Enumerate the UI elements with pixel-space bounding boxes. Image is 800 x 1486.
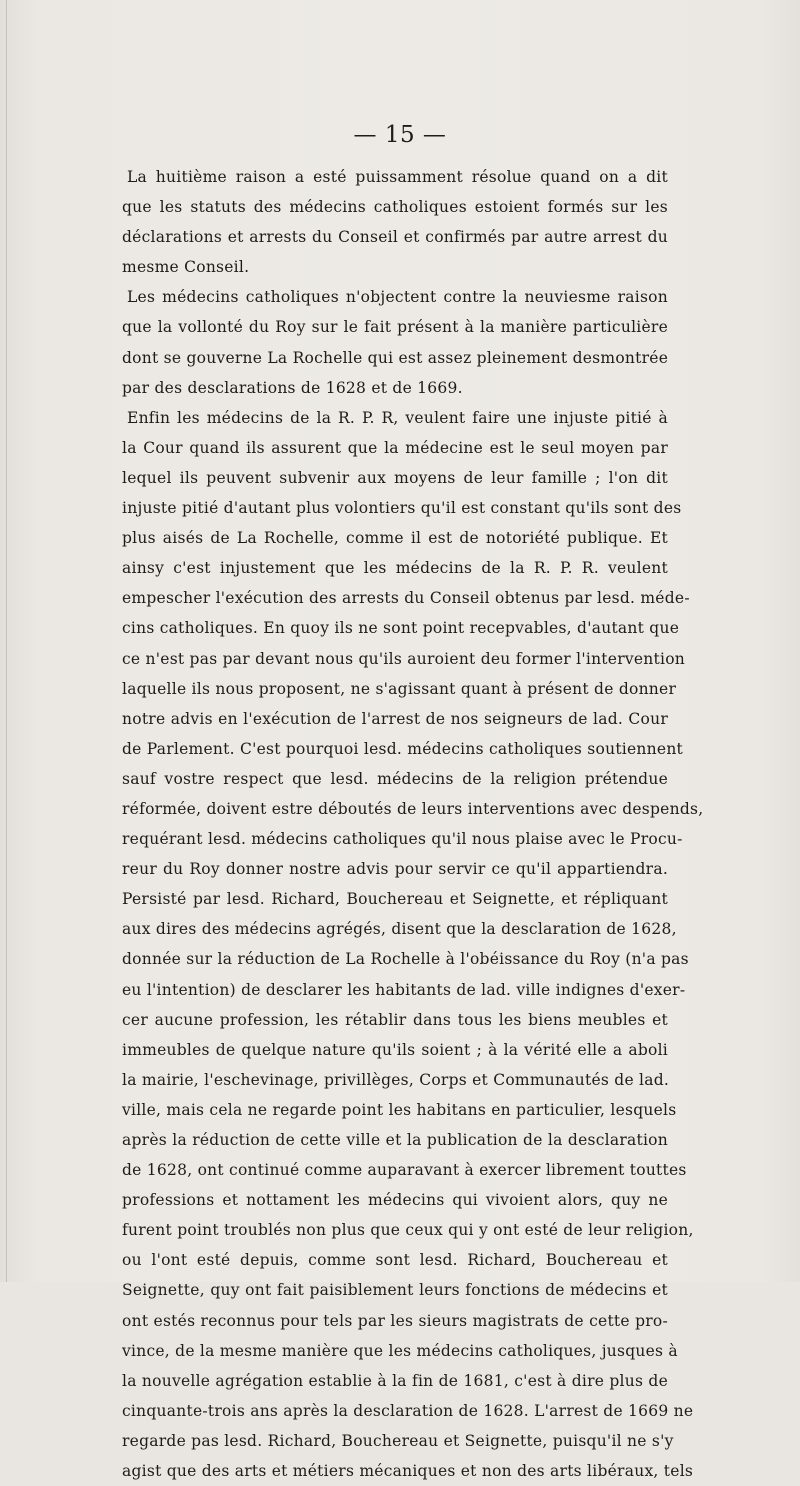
page-edge-shadow	[6, 0, 7, 1282]
text-line: Enfin les médecins de la R. P. R, veulent faire une injuste pitié à	[127, 408, 668, 427]
text-line: Seignette, quy ont fait paisiblement leurs fonctions de médecins et	[122, 1281, 668, 1300]
page-number: — 15 —	[353, 122, 447, 148]
text-line: cinquante-trois ans après la desclaration de 1628. L'arrest de 1669 ne	[122, 1401, 694, 1420]
text-line: agist que des arts et métiers mécaniques et non des arts libéraux, tels	[122, 1462, 694, 1481]
text-line: la mairie, l'eschevinage, privillèges, Corps et Communautés de lad.	[122, 1070, 670, 1089]
text-line: donnée sur la réduction de La Rochelle à l'obéissance du Roy (n'a pas	[122, 950, 689, 969]
body-text	[122, 162, 704, 1486]
text-line: Persisté par lesd. Richard, Bouchereau et Seignette, et répliquant	[122, 890, 668, 909]
text-line: que les statuts des médecins catholiques estoient formés sur les	[122, 198, 668, 217]
text-line: déclarations et arrests du Conseil et confirmés par autre arrest du	[122, 228, 668, 247]
text-line: vince, de la mesme manière que les médecins catholiques, jusques à	[122, 1341, 678, 1360]
text-line: laquelle ils nous proposent, ne s'agissant quant à présent de donner	[122, 679, 677, 698]
text-line: de 1628, ont continué comme auparavant à exercer librement touttes	[122, 1161, 687, 1180]
text-line: ainsy c'est injustement que les médecins de la R. P. R. veulent	[122, 559, 668, 578]
text-line: ont estés reconnus pour tels par les sieurs magistrats de cette pro-	[122, 1311, 668, 1330]
text-line: plus aisés de La Rochelle, comme il est de notoriété publique. Et	[122, 529, 668, 548]
text-line: ou l'ont esté depuis, comme sont lesd. Richard, Bouchereau et	[122, 1251, 668, 1270]
text-line: cins catholiques. En quoy ils ne sont point recepvables, d'autant que	[122, 619, 680, 638]
text-line: dont se gouverne La Rochelle qui est assez pleinement desmontrée	[122, 348, 669, 367]
text-line: ville, mais cela ne regarde point les habitans en particulier, lesquels	[122, 1100, 677, 1119]
text-line: sauf vostre respect que lesd. médecins de la religion prétendue	[122, 769, 668, 788]
text-line: que la vollonté du Roy sur le fait présent à la manière particulière	[122, 318, 668, 337]
text-line: après la réduction de cette ville et la publication de la desclaration	[122, 1131, 668, 1149]
text-line: professions et nottament les médecins qui vivoient alors, quy ne	[122, 1191, 668, 1210]
text-line: notre advis en l'exécution de l'arrest de nos seigneurs de lad. Cour	[122, 709, 668, 728]
text-line: injuste pitié d'autant plus volontiers qu'il est constant qu'ils sont des	[122, 499, 682, 518]
text-line: empescher l'exécution des arrests du Conseil obtenus par lesd. méde-	[122, 589, 690, 608]
text-line: cer aucune profession, les rétablir dans tous les biens meubles et	[122, 1010, 668, 1029]
text-line: furent point troublés non plus que ceux qui y ont esté de leur religion,	[122, 1221, 694, 1240]
text-line: de Parlement. C'est pourquoi lesd. médecins catholiques soutiennent	[122, 739, 684, 758]
text-line: La huitième raison a esté puissamment résolue quand on a dit	[127, 168, 668, 186]
text-line: ce n'est pas par devant nous qu'ils auroient deu former l'intervention	[122, 649, 686, 668]
text-line: lequel ils peuvent subvenir aux moyens de leur famille ; l'on dit	[122, 468, 668, 487]
text-line: requérant lesd. médecins catholiques qu'il nous plaise avec le Procu-	[122, 830, 683, 849]
text-line: aux dires des médecins agrégés, disent que la desclaration de 1628,	[122, 920, 677, 939]
text-line: mesme Conseil.	[122, 258, 250, 277]
text-line: immeubles de quelque nature qu'ils soient ; à la vérité elle a aboli	[122, 1040, 668, 1059]
text-line: par des desclarations de 1628 et de 1669.	[122, 378, 463, 397]
text-line: eu l'intention) de desclarer les habitants de lad. ville indignes d'exer-	[122, 980, 686, 999]
text-line: reur du Roy donner nostre advis pour servir ce qu'il appartiendra.	[122, 860, 668, 879]
text-line: réformée, doivent estre déboutés de leurs interventions avec despends,	[122, 799, 704, 818]
text-line: Les médecins catholiques n'objectent contre la neuviesme raison	[127, 288, 668, 307]
text-line: la Cour quand ils assurent que la médecine est le seul moyen par	[122, 438, 668, 457]
text-line: la nouvelle agrégation establie à la fin de 1681, c'est à dire plus de	[122, 1371, 668, 1390]
text-line: regarde pas lesd. Richard, Bouchereau et Seignette, puisqu'il ne s'y	[122, 1431, 674, 1450]
